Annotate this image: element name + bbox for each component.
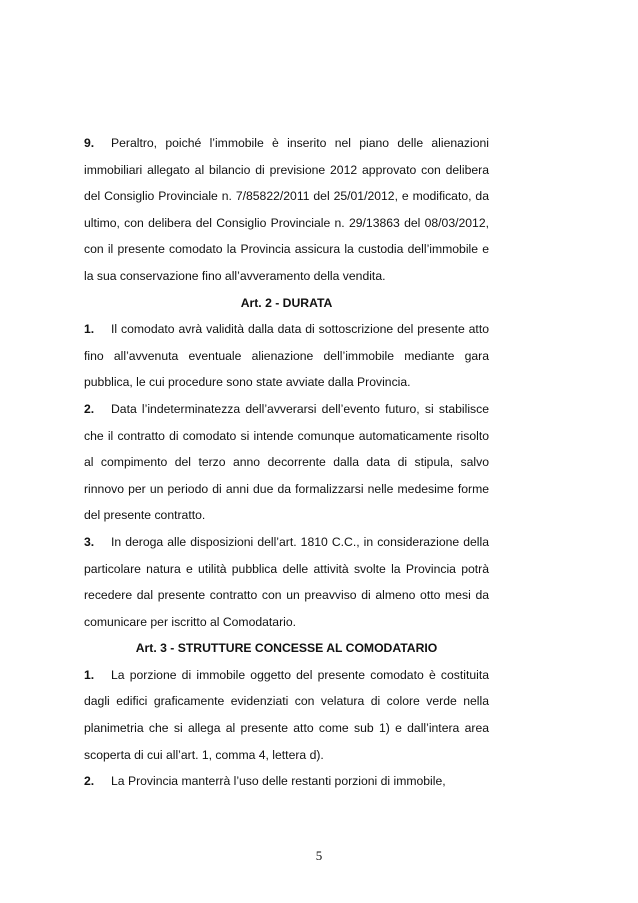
paragraph-number: 2. [84,401,95,416]
paragraph-number: 1. [84,322,95,337]
art2-paragraph-2 [84,396,489,529]
paragraph-9 [84,130,489,290]
paragraph-number: 9. [84,136,95,150]
paragraph-text: La Provincia manterrà l’uso delle restanti porzioni di immobile, [111,774,446,789]
art3-paragraph-1 [84,662,489,768]
page-number: 5 [315,848,323,863]
paragraph-text: Il comodato avrà validità dalla data di sottoscrizione del presente atto fino all’avvenuta eventuale alienazione dell’immobile mediante gara pubblica, le cui procedure sono state avviate dalla Provincia. [84,322,489,390]
paragraph-text: Data l’indeterminatezza dell’avverarsi dell’evento futuro, si stabilisce che il contratto di comodato si intende comunque automaticamente risolto al compimento del terzo anno decorrente dalla data di stipula, salvo rinnovo per un periodo di anni due da formalizzarsi nelle medesime forme del presente contratto. [84,401,489,523]
paragraph-text: Peraltro, poiché l’immobile è inserito nel piano delle alienazioni immobiliari allegato al bilancio di previsione 2012 approvato con delibera del Consiglio Provinciale n. 7/85822/2011 del 25/01/2012, e modificato, da ultimo, con delibera del Consiglio Provinciale n. 29/13863 del 08/03/2012, con il presente comodato la Provincia assicura la custodia dell’immobile e la sua conservazione fino all’avveramento della vendita. [84,136,489,283]
art2-paragraph-3 [84,529,489,635]
art3-paragraph-2 [84,768,489,795]
article-3-heading: Art. 3 - STRUTTURE CONCESSE AL COMODATARIO [135,641,438,656]
paragraph-number: 3. [84,534,95,549]
paragraph-text: La porzione di immobile oggetto del presente comodato è costituita dagli edifici graficamente evidenziati con velatura di colore verde nella planimetria che si allega al presente atto come sub 1) e dall’intera area scoperta di cui all’art. 1, comma 4, lettera d). [84,667,489,762]
paragraph-number: 2. [84,774,95,789]
paragraph-number: 1. [84,667,95,682]
document-body [84,130,489,795]
paragraph-text: In deroga alle disposizioni dell’art. 1810 C.C., in considerazione della particolare natura e utilità pubblica delle attività svolte la Provincia potrà recedere dal presente contratto con un preavviso di almeno otto mesi da comunicare per iscritto al Comodatario. [84,534,489,629]
art2-paragraph-1 [84,316,489,396]
article-2-heading: Art. 2 - DURATA [240,295,333,310]
